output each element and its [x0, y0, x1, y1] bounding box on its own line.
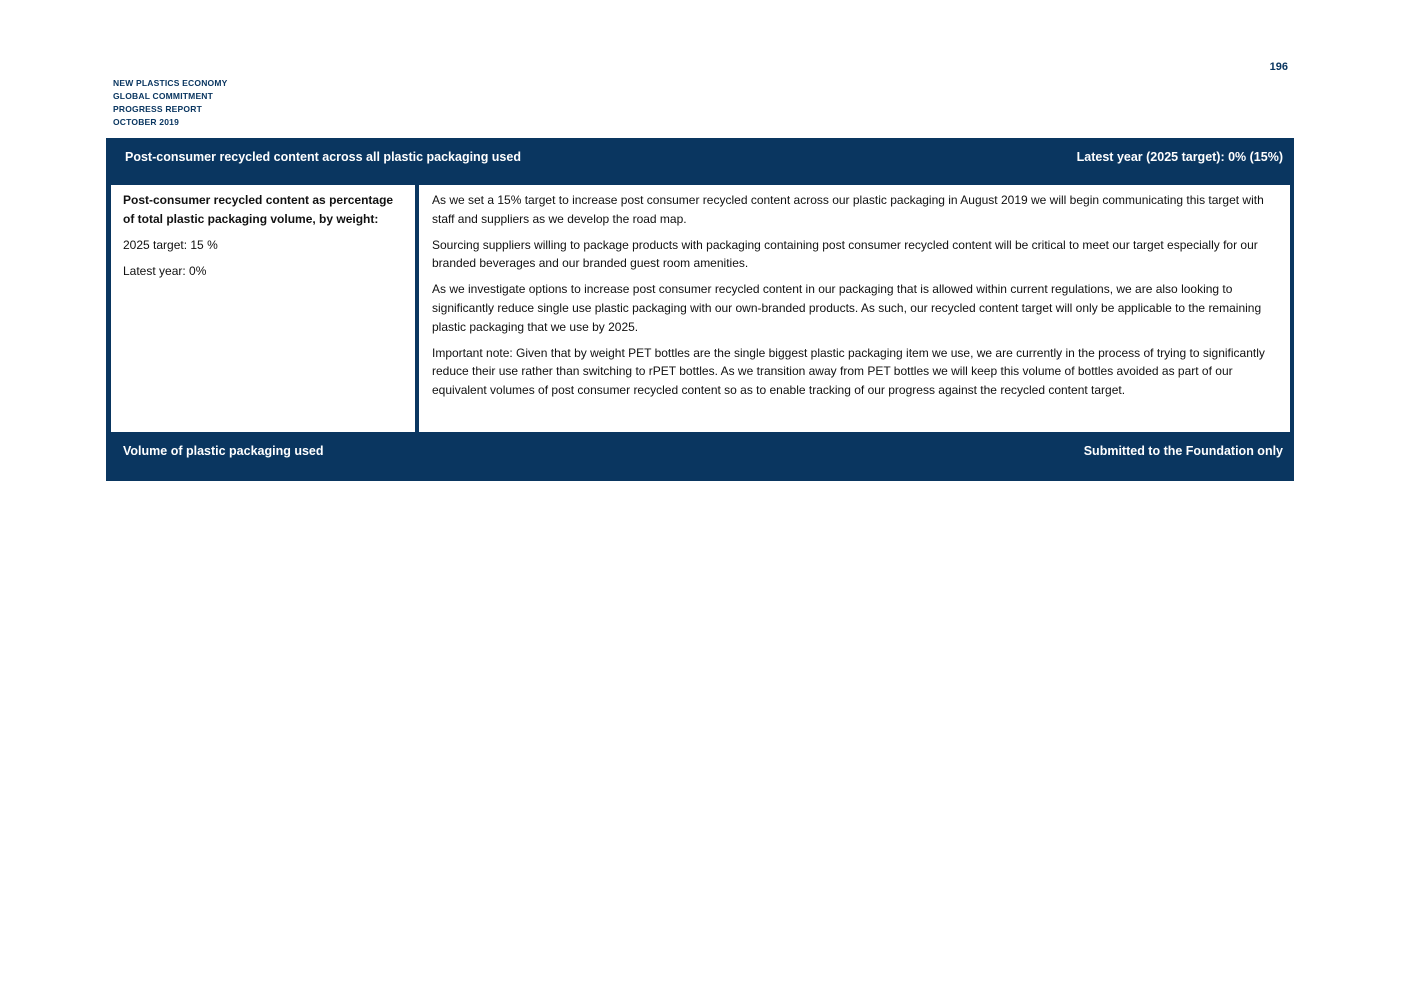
commitment-panel	[106, 138, 1294, 481]
commentary-paragraph: As we set a 15% target to increase post consumer recycled content across our plastic packaging in August 2019 we will begin communicating this target with staff and suppliers as we develop the road map.	[432, 193, 1264, 226]
submission-status: Submitted to the Foundation only	[1083, 444, 1283, 458]
target-value: 2025 target: 15 %	[123, 238, 218, 252]
panel-title-bar	[106, 138, 1294, 185]
panel-footer-bar	[106, 432, 1294, 481]
report-header-line-4: OCTOBER 2019	[113, 117, 180, 127]
commentary-cell	[419, 185, 1290, 432]
volume-label: Volume of plastic packaging used	[123, 444, 324, 458]
report-header-line-3: PROGRESS REPORT	[113, 104, 202, 114]
commentary-paragraph: Sourcing suppliers willing to package products with packaging containing post consumer recycled content will be critical to meet our target especially for our branded beverages and our branded guest room amenities.	[432, 237, 1258, 271]
commentary-paragraph: Important note: Given that by weight PET bottles are the single biggest plastic packaging item we use, we are currently in the process of trying to significantly reduce their use rather than switching to rPET bottles. As we transition away from PET bottles we will keep this volume of bottles avoided as part of our equivalent volumes of post consumer recycled content so as to enable tracking of our progress against the recycled content target.	[432, 345, 1265, 397]
report-header-line-1: NEW PLASTICS ECONOMY	[113, 78, 228, 88]
commentary-paragraph: As we investigate options to increase post consumer recycled content in our packaging that is allowed within current regulations, we are also looking to significantly reduce single use plastic packaging with our own-branded products. As such, our recycled content target will only be applicable to the remaining plastic packaging that we use by 2025.	[432, 282, 1262, 334]
page-number: 196	[1269, 61, 1288, 73]
latest-year-value: Latest year: 0%	[123, 264, 207, 278]
latest-year-summary: Latest year (2025 target): 0% (15%)	[1076, 150, 1283, 164]
report-header	[113, 77, 228, 129]
metric-cell	[111, 185, 415, 432]
panel-title: Post-consumer recycled content across all plastic packaging used	[125, 150, 521, 164]
metric-label: Post-consumer recycled content as percentage of total plastic packaging volume, by weight:	[123, 193, 394, 226]
report-header-line-2: GLOBAL COMMITMENT	[113, 91, 214, 101]
